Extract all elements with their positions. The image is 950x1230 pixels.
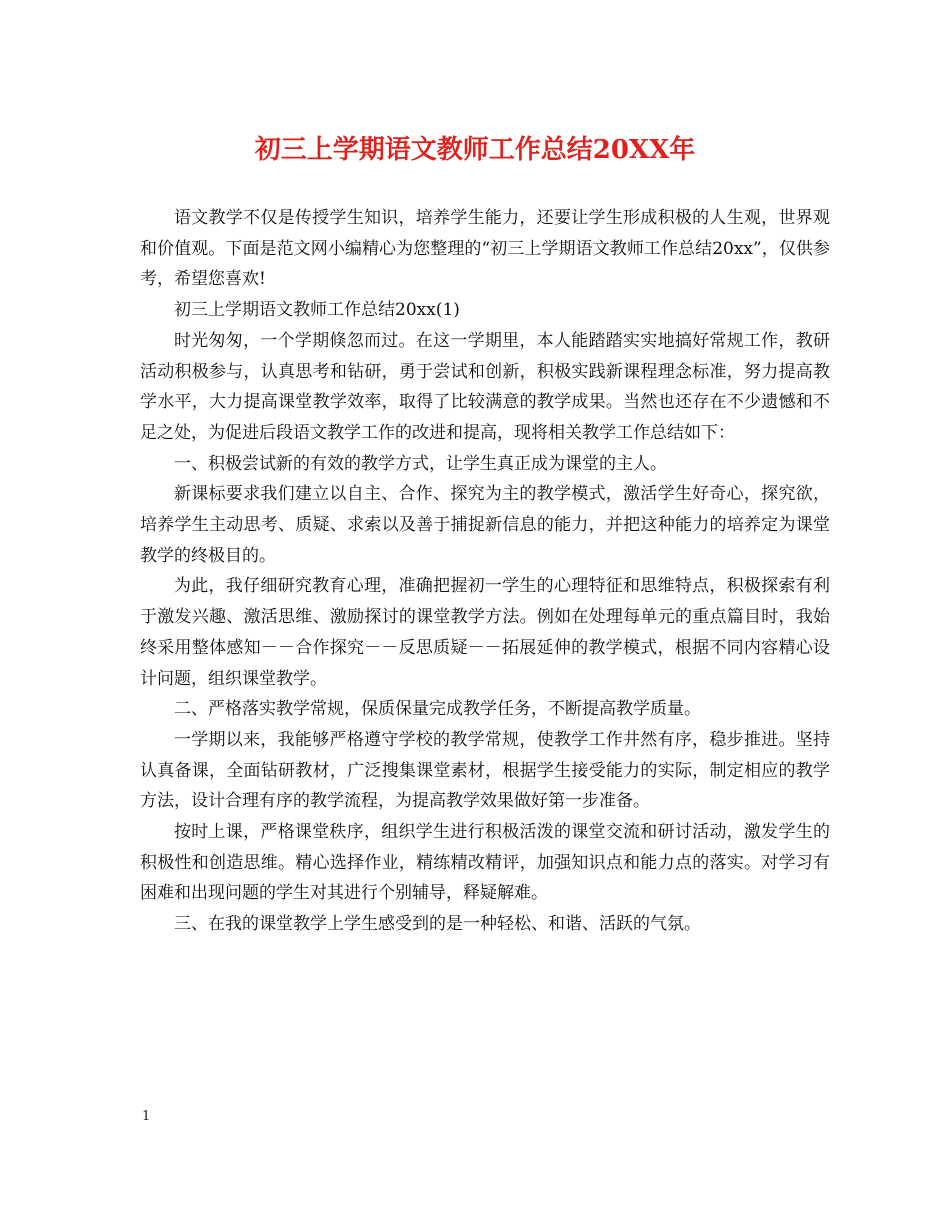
body-paragraph: 按时上课，严格课堂秩序，组织学生进行积极活泼的课堂交流和研讨活动，激发学生的积极性和创造思维。精心选择作业，精练精改精评，加强知识点和能力点的落实。对学习有困难和出现问题的学生对其进行个别辅导，释疑解难。 — [140, 822, 830, 904]
section-heading: 初三上学期语文教师工作总结20xx(1) — [174, 300, 460, 321]
point-heading-two: 二、严格落实教学常规，保质保量完成教学任务，不断提高教学质量。 — [174, 699, 701, 720]
body-paragraph: 为此，我仔细研究教育心理，准确把握初一学生的心理特征和思维特点，积极探索有利于激发兴趣、激活思维、激励探讨的课堂教学方法。例如在处理每单元的重点篇目时，我始终采用整体感知－－合作探究－－反思质疑－－拓展延伸的教学模式，根据不同内容精心设计问题，组织课堂教学。 — [140, 576, 830, 689]
document-title: 初三上学期语文教师工作总结20XX年 — [254, 135, 696, 165]
page-number: 1 — [142, 1109, 151, 1124]
body-paragraph: 一学期以来，我能够严格遵守学校的教学常规，使教学工作井然有序，稳步推进。坚持认真备课，全面钻研教材，广泛搜集课堂素材，根据学生接受能力的实际，制定相应的教学方法，设计合理有序的教学流程，为提高教学效果做好第一步准备。 — [140, 729, 830, 812]
intro-paragraph: 语文教学不仅是传授学生知识，培养学生能力，还要让学生形成积极的人生观，世界观和价值观。下面是范文网小编精心为您整理的“初三上学期语文教师工作总结20xx”，仅供参考，希望您喜欢! — [140, 208, 830, 290]
point-heading-three: 三、在我的课堂教学上学生感受到的是一种轻松、和谐、活跃的气氛。 — [174, 914, 701, 935]
body-paragraph: 时光匆匆，一个学期倏忽而过。在这一学期里，本人能踏踏实实地搞好常规工作，教研活动积极参与，认真思考和钻研，勇于尝试和创新，积极实践新课程理念标准，努力提高教学水平，大力提高课堂教学效率，取得了比较满意的教学成果。当然也还存在不少遗憾和不足之处，为促进后段语文教学工作的改进和提高，现将相关教学工作总结如下： — [140, 330, 830, 443]
body-paragraph: 新课标要求我们建立以自主、合作、探究为主的教学模式，激活学生好奇心，探究欲，培养学生主动思考、质疑、求索以及善于捕捉新信息的能力，并把这种能力的培养定为课堂教学的终极目的。 — [140, 484, 830, 566]
point-heading-one: 一、积极尝试新的有效的教学方式，让学生真正成为课堂的主人。 — [174, 453, 667, 474]
document-body — [140, 203, 830, 940]
